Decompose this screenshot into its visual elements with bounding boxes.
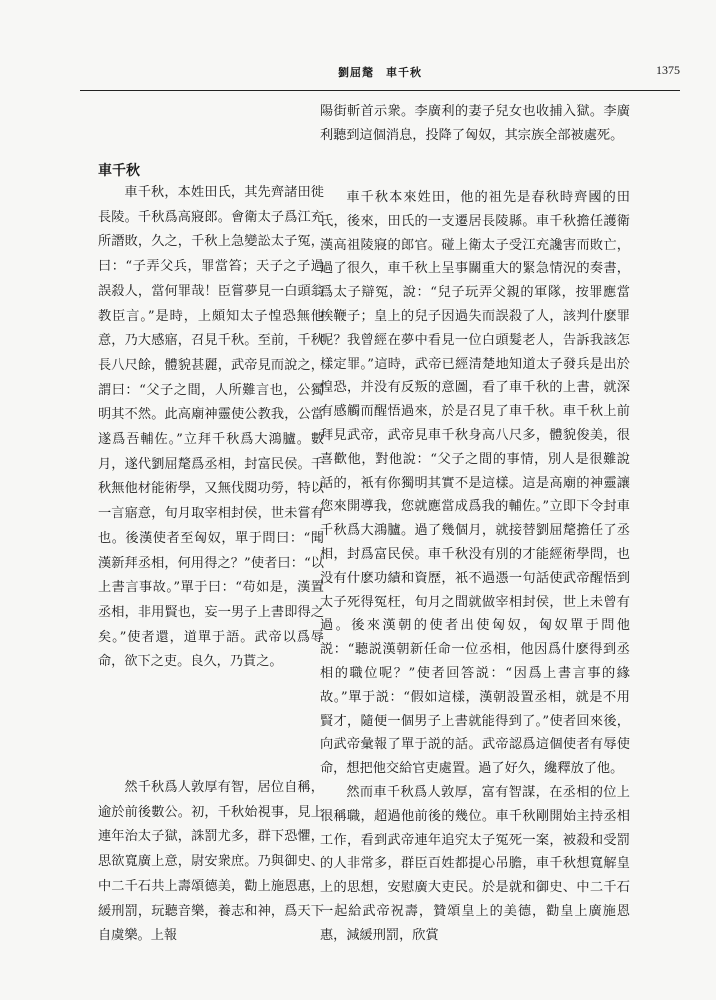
original-text-block-1 bbox=[98, 181, 324, 675]
continued-translation bbox=[320, 100, 630, 148]
section-heading: 車千秋 bbox=[98, 163, 140, 179]
original-paragraph: 然千秋爲人敦厚有智，居位自稱，逾於前後數公。初，千秋始視事，見上連年治太子獄，誅罰尤多，群下恐懼，思欲寬廣上意，尉安衆庶。乃與御史、中二千石共上壽頌德美，勸上施恩惠，緩刑罰，玩聽音樂，養志和神，爲天下自虞樂。上報 bbox=[98, 780, 324, 944]
original-text-block-2 bbox=[98, 776, 324, 949]
running-header bbox=[80, 64, 680, 82]
running-title: 劉屈氂 車千秋 bbox=[338, 66, 422, 79]
translation-block-2 bbox=[320, 781, 630, 948]
translation-block-1 bbox=[320, 186, 630, 781]
original-paragraph: 車千秋，本姓田氏，其先齊諸田徙長陵。千秋爲高寢郎。會衛太子爲江充所譖敗，久之，千秋上急變訟太子冤，曰：“子弄父兵，罪當笞；天子之子過誤殺人，當何罪哉！臣嘗夢見一白頭翁教臣言。”是時，上頗知太子惶恐無他意，乃大感寤，召見千秋。至前，千秋長八尺餘，體貌甚麗，武帝見而說之，謂曰：“父子之間，人所難言也，公獨明其不然。此高廟神靈使公教我，公當遂爲吾輔佐。”立拜千秋爲大鴻臚。數月，遂代劉屈氂爲丞相，封富民侯。千秋無他材能術學，又無伐閱功勞，特以一言寤意，旬月取宰相封侯，世未嘗有也。後漢使者至匈奴，單于問曰：“聞漢新拜丞相，何用得之？”使者曰：“以上書言事故。”單于曰：“苟如是，漢置丞相，非用賢也，妄一男子上書即得之矣。”使者還，道單于語。武帝以爲辱命，欲下之吏。良久，乃貰之。 bbox=[98, 185, 324, 670]
translation-paragraph: 然而車千秋爲人敦厚，富有智謀，在丞相的位上很稱職，超過他前後的幾位。車千秋剛開始主持丞相工作，看到武帝連年追究太子冤死一案，被殺和受罰的人非常多，群臣百姓都提心吊膽，車千秋想寬解皇上的思想，安慰廣大吏民。於是就和御史、中二千石一起給武帝祝壽，贊頌皇上的美德，勸皇上廣施恩惠，減緩刑罰，欣賞 bbox=[320, 785, 630, 943]
translation-paragraph: 陽街斬首示衆。李廣利的妻子兒女也收捕入獄。李廣利聽到這個消息，投降了匈奴，其宗族全部被處死。 bbox=[320, 104, 630, 143]
header-rule bbox=[80, 90, 680, 91]
page-number: 1375 bbox=[656, 63, 680, 77]
translation-paragraph: 車千秋本來姓田，他的祖先是春秋時齊國的田氏，後來，田氏的一支遷居長陵縣。車千秋擔任護衛漢高祖陵寢的郎官。碰上衛太子受江充讒害而敗亡，過了很久，車千秋上呈事關重大的緊急情況的奏書，爲太子辯冤，說：“兒子玩弄父親的軍隊，按罪應當挨鞭子；皇上的兒子因過失而誤殺了人，該判什麽罪呢？我曾經在夢中看見一位白頭髮老人，告訴我該怎樣定罪。”這時，武帝已經清楚地知道太子發兵是出於惶恐，并没有反叛的意圖，看了車千秋的上書，就深有感觸而醒悟過來，於是召見了車千秋。車千秋上前拜見武帝，武帝見車千秋身高八尺多，體貌俊美，很喜歡他，對他說：“父子之間的事情，別人是很難說話的，衹有你獨明其實不是這樣。這是高廟的神靈讓您來開導我，您就應當成爲我的輔佐。”立即下令封車千秋爲大鴻臚。過了幾個月，就接替劉屈氂擔任了丞相，封爲富民侯。車千秋没有別的才能經術學問，也没有什麽功績和資歷，衹不過憑一句話使武帝醒悟到太子死得冤枉，旬月之間就做宰相封侯，世上未曾有過。後來漢朝的使者出使匈奴，匈奴單于問他説：“聽説漢朝新任命一位丞相，他因爲什麽得到丞相的職位呢？”使者回答説：“因爲上書言事的緣故。”單于説：“假如這樣，漢朝設置丞相，就是不用賢才，隨便一個男子上書就能得到了。”使者回來後，向武帝彙報了單于説的話。武帝認爲這個使者有辱使命，想把他交給官吏處置。過了好久，纔釋放了他。 bbox=[320, 190, 630, 777]
